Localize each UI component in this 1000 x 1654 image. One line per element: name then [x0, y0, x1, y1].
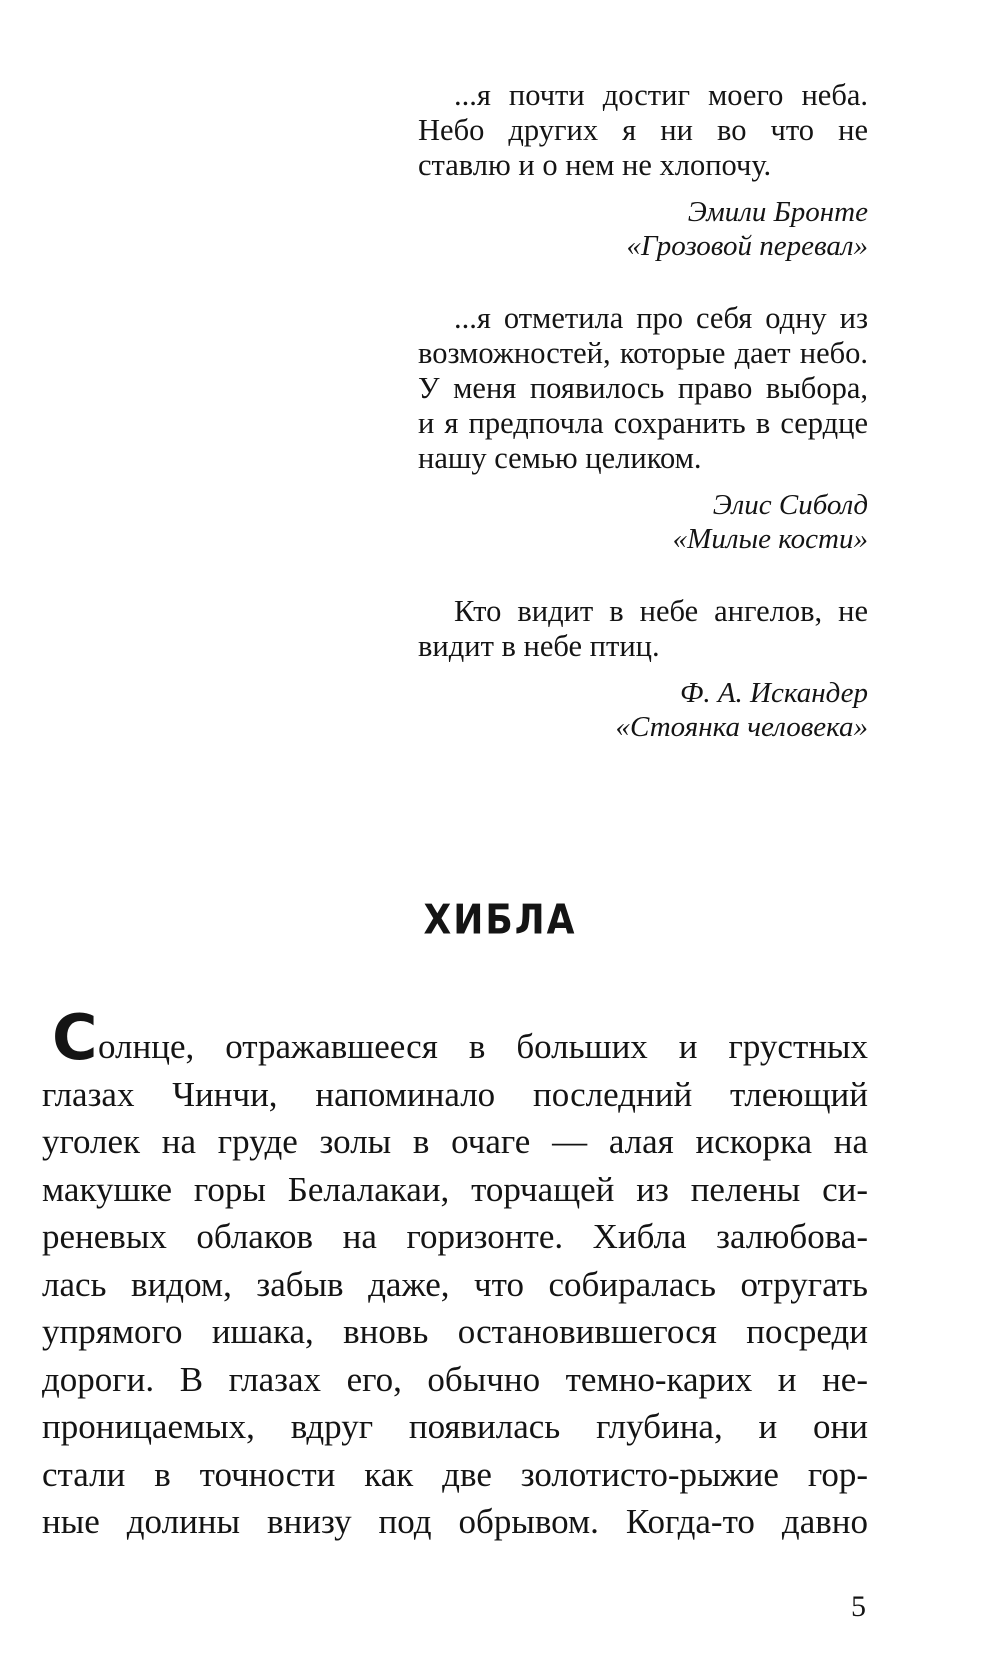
- epigraphs: [418, 78, 868, 782]
- epigraph-2: [418, 301, 868, 556]
- epigraph-work: «Стоянка человека»: [615, 711, 868, 743]
- epigraph-text: Кто видит в небе ангелов, не видит в небе птиц.: [418, 594, 868, 663]
- body-line: упрямого ишака, вновь остановившегося посреди: [42, 1312, 868, 1351]
- chapter-title: ХИБЛА: [423, 896, 577, 945]
- body-line: проницаемых, вдруг появилась глубина, и они: [42, 1407, 868, 1446]
- epigraph-source: [418, 676, 868, 744]
- drop-cap: С: [52, 1001, 98, 1074]
- body-line: дороги. В глазах его, обычно темно-карих и не-: [42, 1359, 868, 1399]
- body-line: глазах Чинчи, напоминало последний тлеющий: [42, 1074, 868, 1114]
- body-line: лась видом, забыв даже, что собиралась отругать: [42, 1264, 868, 1304]
- body-text: [42, 1023, 868, 1546]
- epigraph-text: ...я почти достиг моего неба. Небо других я ни во что не ставлю и о нем не хлопочу.: [418, 78, 868, 182]
- epigraph-text: ...я отметила про себя одну из возможностей, которые дает небо. У меня появилось право выбора, и я предпочла сохранить в сердце нашу семью целиком.: [418, 301, 868, 475]
- epigraph-work: «Грозовой перевал»: [626, 230, 868, 262]
- body-line: стали в точности как две золотисто-рыжие гор-: [42, 1454, 868, 1494]
- body-line: ные долины внизу под обрывом. Когда-то давно: [42, 1502, 868, 1541]
- epigraph-3: [418, 594, 868, 744]
- epigraph-source: [418, 195, 868, 263]
- page-number: 5: [851, 1590, 866, 1623]
- epigraph-author: Элис Сиболд: [712, 489, 868, 521]
- body-line: уголек на груде золы в очаге — алая искорка на: [42, 1122, 868, 1161]
- body-line: реневых облаков на горизонте. Хибла залюбова-: [42, 1217, 868, 1256]
- body-line: олнце, отражавшееся в больших и грустных: [98, 1027, 868, 1066]
- body-line: макушке горы Белалакаи, торчащей из пелены си-: [42, 1169, 868, 1209]
- epigraph-1: [418, 78, 868, 263]
- epigraph-author: Эмили Бронте: [687, 196, 868, 228]
- epigraph-source: [418, 488, 868, 556]
- epigraph-work: «Милые кости»: [672, 523, 868, 555]
- epigraph-author: Ф. А. Искандер: [680, 677, 868, 709]
